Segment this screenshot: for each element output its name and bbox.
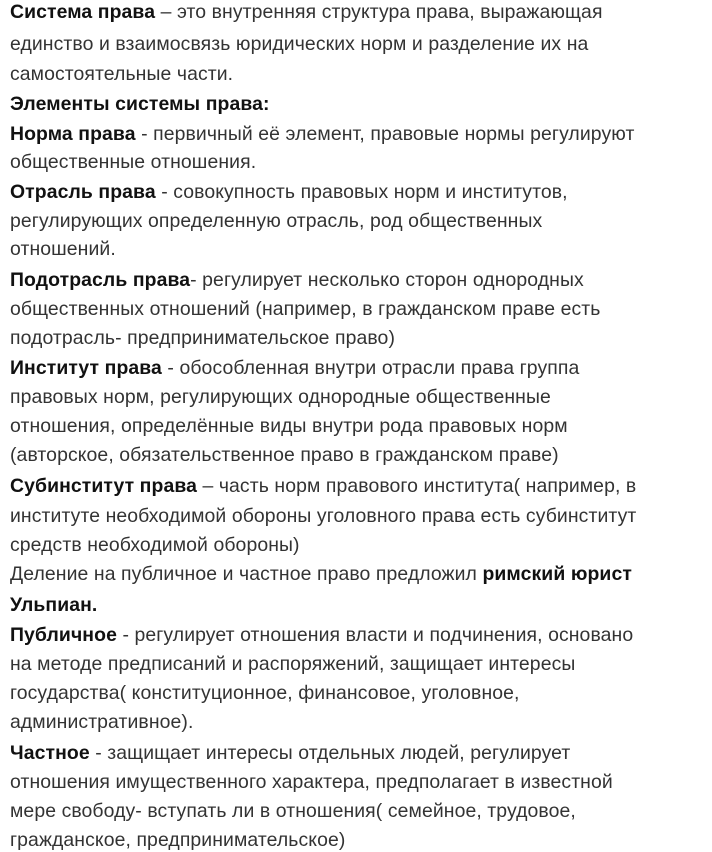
text-line — [10, 414, 568, 438]
text-line — [10, 237, 116, 261]
bold-term: Норма права — [10, 123, 136, 145]
text-line — [10, 533, 300, 557]
text-line — [10, 385, 551, 409]
line-text: средств необходимой обороны) — [10, 534, 300, 556]
bold-term: Отрасль права — [10, 181, 156, 203]
line-text: гражданское, предпринимательское) — [10, 829, 346, 851]
line-text: – это внутренняя структура права, выражающая — [155, 1, 603, 23]
bold-term: Подотрасль права — [10, 269, 191, 291]
line-text: - совокупность правовых норм и институтов, — [155, 181, 568, 203]
text-line — [10, 681, 520, 705]
bold-term: Публичное — [10, 624, 117, 646]
bold-term: Система права — [10, 1, 156, 23]
text-line — [10, 62, 233, 86]
line-text: административное). — [10, 711, 194, 733]
line-text: - регулирует несколько сторон однородных — [190, 269, 584, 291]
text-line — [10, 828, 345, 852]
text-line — [10, 150, 256, 174]
line-text: - защищает интересы отдельных людей, регулирует — [89, 742, 571, 764]
line-text: отношения, определённые виды внутри рода правовых норм — [10, 415, 568, 437]
line-text: правовых норм, регулирующих однородные общественные — [10, 386, 551, 408]
text-line — [10, 504, 636, 528]
bold-term: Субинститут права — [10, 475, 197, 497]
text-line — [10, 799, 576, 823]
text-line — [10, 770, 613, 794]
bold-term: Институт права — [10, 357, 162, 379]
line-text: подотрасль- предпринимательское право) — [10, 327, 396, 349]
bold-term: Элементы системы права: — [10, 93, 270, 115]
text-line — [10, 623, 633, 647]
text-line — [10, 92, 270, 116]
text-line — [10, 474, 636, 498]
text-line — [10, 0, 603, 24]
line-text: отношений. — [10, 238, 116, 260]
text-line — [10, 562, 632, 586]
text-line — [10, 356, 579, 380]
text-line — [10, 209, 542, 233]
text-line — [10, 268, 584, 292]
bold-term: Частное — [10, 742, 90, 764]
bold-term: римский юрист — [482, 563, 632, 585]
line-text: на методе предписаний и распоряжений, защищает интересы — [10, 653, 576, 675]
line-text: Деление на публичное и частное право предложил — [10, 563, 483, 585]
line-text: - обособленная внутри отрасли права группа — [161, 357, 580, 379]
line-text: отношения имущественного характера, предполагает в известной — [10, 771, 613, 793]
text-line — [10, 122, 634, 146]
line-text: регулирующих определенную отрасль, род общественных — [10, 210, 543, 232]
bold-term: Ульпиан. — [10, 594, 98, 616]
line-text: государства( конституционное, финансовое, уголовное, — [10, 682, 520, 704]
line-text: - регулирует отношения власти и подчинения, основано — [116, 624, 634, 646]
line-text: самостоятельные части. — [10, 63, 234, 85]
text-line — [10, 32, 588, 56]
line-text: общественные отношения. — [10, 151, 257, 173]
line-text: – часть норм правового института( например, в — [196, 475, 637, 497]
text-line — [10, 741, 570, 765]
text-line — [10, 297, 600, 321]
text-line — [10, 180, 568, 204]
line-text: единство и взаимосвязь юридических норм и разделение их на — [10, 33, 589, 55]
line-text: мере свободу- вступать ли в отношения( семейное, трудовое, — [10, 800, 576, 822]
text-line — [10, 710, 193, 734]
line-text: общественных отношений (например, в гражданском праве есть — [10, 298, 601, 320]
text-line — [10, 326, 395, 350]
text-line — [10, 593, 97, 617]
line-text: институте необходимой обороны уголовного права есть субинститут — [10, 505, 637, 527]
line-text: - первичный её элемент, правовые нормы регулируют — [135, 123, 635, 145]
text-line — [10, 652, 575, 676]
text-line — [10, 443, 559, 467]
line-text: (авторское, обязательственное право в гражданском праве) — [10, 444, 559, 466]
